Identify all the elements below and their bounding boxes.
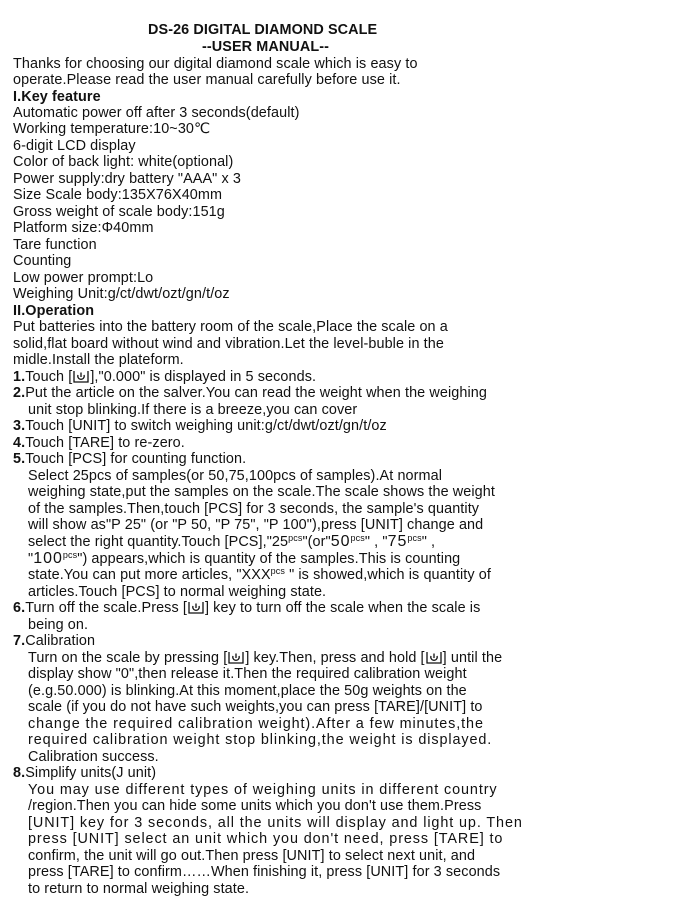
step-text: " , "	[364, 534, 388, 550]
step-text-line	[28, 567, 491, 583]
section-heading-key-feature: I.Key feature	[13, 89, 101, 105]
step-text: (e.g.50.000) is blinking.At this moment,place the 50g weights on the	[28, 683, 467, 699]
intro-line: Thanks for choosing our digital diamond scale which is easy to	[13, 56, 418, 72]
step-text: "(or"	[302, 534, 331, 550]
step-text: Select 25pcs of samples(or 50,75,100pcs of samples).At normal	[28, 468, 443, 484]
step-number: 1.	[13, 369, 26, 385]
manual-subtitle: --USER MANUAL--	[202, 39, 329, 55]
step-text: " ,	[421, 534, 436, 550]
step-text: "	[28, 551, 34, 567]
step-text: " is showed,which is quantity of	[284, 567, 491, 583]
manual-title: DS-26 DIGITAL DIAMOND SCALE	[148, 22, 378, 38]
step-text: Simplify units(J unit)	[25, 765, 157, 781]
feature-item: Color of back light: white(optional)	[13, 154, 234, 170]
step-text: will show as"P 25" (or "P 50, "P 75", "P 100"),press [UNIT] change and	[28, 517, 484, 533]
step-text: ") appears,which is quantity of the samples.This is counting	[77, 551, 461, 567]
step-text: ] until the	[442, 650, 503, 666]
step-number: 4.	[13, 435, 26, 451]
step-text: ] key.Then, press and hold [	[245, 650, 425, 666]
power-key-icon	[228, 651, 244, 664]
step-text: Calibration	[25, 633, 96, 649]
step-text: press [UNIT] select an unit which you don't need, press [TARE] to	[28, 831, 504, 847]
power-key-icon	[188, 601, 204, 614]
operation-intro-line: Put batteries into the battery room of the scale,Place the scale on a	[13, 319, 448, 335]
pcs-superscript: pcs	[350, 533, 365, 543]
step-7	[13, 633, 95, 649]
pcs-superscript: pcs	[288, 533, 303, 543]
step-text: scale (if you do not have such weights,you can press [TARE]/[UNIT] to	[28, 699, 483, 715]
pcs-superscript: pcs	[407, 533, 422, 543]
step-text: Touch [TARE] to re-zero.	[25, 435, 185, 451]
step-text: /region.Then you can hide some units which you don't use them.Press	[28, 798, 482, 814]
step-2	[13, 385, 487, 401]
feature-item: Working temperature:10~30℃	[13, 121, 211, 137]
feature-item: Tare function	[13, 237, 97, 253]
step-text: state.You can put more articles, "XXX	[28, 567, 271, 583]
step-text: articles.Touch [PCS] to normal weighing state.	[28, 584, 327, 600]
step-text: Calibration success.	[28, 749, 159, 765]
step-text: weighing state,put the samples on the scale.The scale shows the weight	[28, 484, 495, 500]
step-text: You may use different types of weighing units in different country	[28, 782, 498, 798]
step-text: Turn off the scale.Press [	[25, 600, 187, 616]
feature-item: Counting	[13, 253, 72, 269]
quantity-75: 75	[387, 533, 408, 550]
step-text: change the required calibration weight).After a few minutes,the	[28, 716, 484, 732]
step-number: 6.	[13, 600, 26, 616]
step-8	[13, 765, 156, 781]
quantity-50: 50	[330, 533, 351, 550]
step-text: select the right quantity.Touch [PCS],"25	[28, 534, 289, 550]
step-5	[13, 451, 246, 467]
step-text: unit stop blinking.If there is a breeze,you can cover	[28, 402, 358, 418]
step-text-line	[28, 650, 502, 666]
step-text: [UNIT] key for 3 seconds, all the units will display and light up. Then	[28, 815, 523, 831]
quantity-100: 100	[33, 550, 63, 567]
step-text: required calibration weight stop blinking,the weight is displayed.	[28, 732, 493, 748]
step-number: 7.	[13, 633, 26, 649]
step-number: 2.	[13, 385, 26, 401]
feature-item: 6-digit LCD display	[13, 138, 136, 154]
step-1	[13, 369, 316, 385]
step-text: Put the article on the salver.You can read the weight when the weighing	[25, 385, 487, 401]
step-text-line	[28, 551, 460, 567]
pcs-superscript: pcs	[270, 566, 285, 576]
step-text: Touch [PCS] for counting function.	[25, 451, 247, 467]
feature-item: Low power prompt:Lo	[13, 270, 154, 286]
feature-item: Weighing Unit:g/ct/dwt/ozt/gn/t/oz	[13, 286, 230, 302]
step-6	[13, 600, 480, 616]
operation-intro-line: solid,flat board without wind and vibration.Let the level-buble in the	[13, 336, 444, 352]
step-text: Touch [UNIT] to switch weighing unit:g/ct/dwt/ozt/gn/t/oz	[25, 418, 387, 434]
feature-item: Gross weight of scale body:151g	[13, 204, 225, 220]
feature-item: Size Scale body:135X76X40mm	[13, 187, 223, 203]
step-text: press [TARE] to confirm……When finishing it, press [UNIT] for 3 seconds	[28, 864, 501, 880]
step-text: ],"0.000" is displayed in 5 seconds.	[90, 369, 317, 385]
step-4	[13, 435, 185, 451]
step-text: confirm, the unit will go out.Then press [UNIT] to select next unit, and	[28, 848, 476, 864]
step-number: 3.	[13, 418, 26, 434]
step-text: to return to normal weighing state.	[28, 881, 250, 897]
step-number: 5.	[13, 451, 26, 467]
step-text: ] key to turn off the scale when the scale is	[204, 600, 481, 616]
step-text: being on.	[28, 617, 89, 633]
step-3	[13, 418, 387, 434]
intro-line: operate.Please read the user manual carefully before use it.	[13, 72, 401, 88]
step-text: Touch [	[25, 369, 73, 385]
pcs-superscript: pcs	[62, 550, 78, 560]
step-text-line	[28, 534, 435, 550]
feature-item: Automatic power off after 3 seconds(default)	[13, 105, 300, 121]
feature-item: Power supply:dry battery "AAA" x 3	[13, 171, 241, 187]
step-text: of the samples.Then,touch [PCS] for 3 seconds, the sample's quantity	[28, 501, 480, 517]
step-number: 8.	[13, 765, 26, 781]
operation-intro-line: midle.Install the plateform.	[13, 352, 184, 368]
power-key-icon	[426, 651, 442, 664]
power-key-icon	[73, 370, 89, 383]
step-text: Turn on the scale by pressing [	[28, 650, 228, 666]
step-text: display show "0",then release it.Then the required calibration weight	[28, 666, 467, 682]
section-heading-operation: II.Operation	[13, 303, 95, 319]
feature-item: Platform size:Φ40mm	[13, 220, 154, 236]
